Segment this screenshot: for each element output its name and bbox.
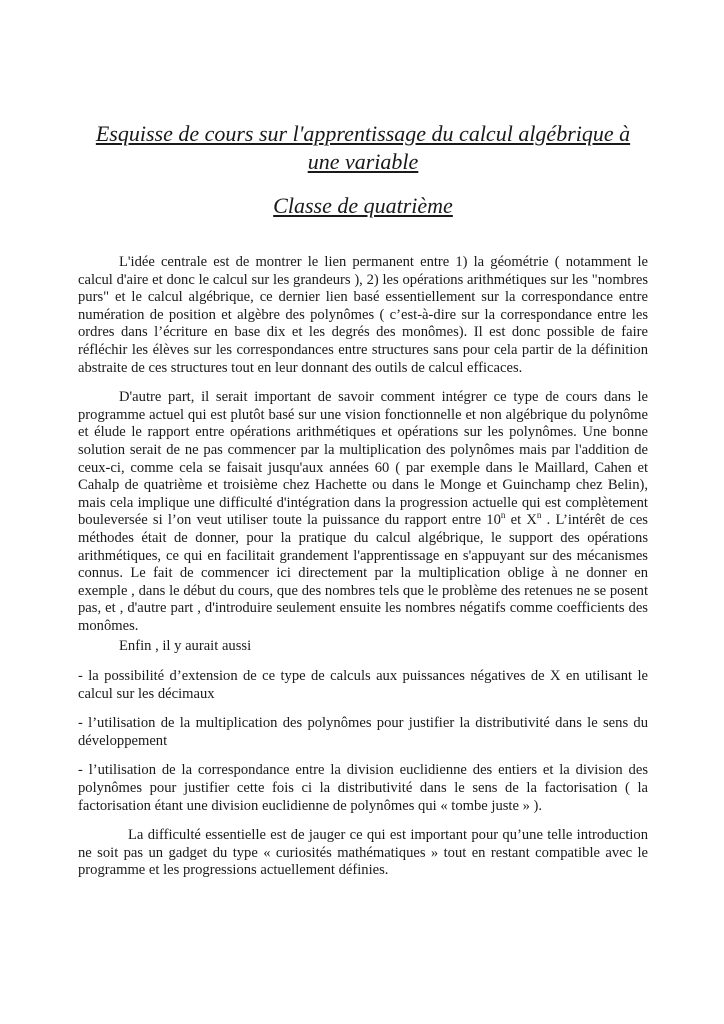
list-item-2: - l’utilisation de la multiplication des polynômes pour justifier la distributivité dans le sens du développement	[78, 715, 648, 749]
paragraph-2-mid: et X	[505, 512, 537, 529]
document-subtitle: Classe de quatrième	[273, 193, 453, 218]
paragraph-1: L'idée centrale est de montrer le lien permanent entre 1) la géométrie ( notamment le calcul d'aire et donc le calcul sur les grandeurs ), 2) les opérations arithmétiques sur les "nombres purs" et le calcul algébrique, ce dernier lien basé essentiellement sur la correspondance entre numération de position et algèbre des polynômes ( c’est-à-dire sur la correspondance entre les ordres dans l’écriture en base dix et les degrés des monômes). Il est donc possible de faire réfléchir les élèves sur les correspondances entre structures sans pour cela partir de la définition abstraite de ces structures tout en leur donnant des outils de calcul efficaces.	[78, 254, 648, 376]
document-title-line-1: Esquisse de cours sur l'apprentissage du calcul algébrique à	[95, 121, 631, 146]
paragraph-2	[78, 389, 648, 635]
paragraph-2-part-a: D'autre part, il serait important de savoir comment intégrer ce type de cours dans le programme actuel qui est plutôt basé sur une vision fonctionnelle et non algébrique du polynôme et élude le rapport entre opérations arithmétiques et opérations sur les polynômes. Une bonne solution serait de ne pas commencer par la multiplication des polynômes mais par l'addition de ceux-ci, comme cela se faisait jusqu'aux années 60 ( par exemple dans le Maillard, Cahen et Cahalp de quatrième et troisième chez Hachette ou dans le Monge et Guinchamp chez Belin), mais cela implique une difficulté d'intégration dans la progression actuelle qui est complètement bouleversée si l’on veut utiliser toute la puissance du rapport entre 10	[78, 389, 648, 529]
document-page	[78, 120, 648, 880]
exponent-n-2: n	[536, 510, 542, 521]
list-item-1: - la possibilité d’extension de ce type de calculs aux puissances négatives de X en utilisant le calcul sur les décimaux	[78, 668, 648, 702]
paragraph-3: Enfin , il y aurait aussi	[119, 638, 252, 655]
list-item-3: - l’utilisation de la correspondance entre la division euclidienne des entiers et la division des polynômes pour justifier cette fois ci la distributivité dans le sens de la factorisation ( la factorisation étant une division euclidienne de polynômes qui « tombe juste » ).	[78, 762, 648, 814]
paragraph-4: La difficulté essentielle est de jauger ce qui est important pour qu’une telle introduction ne soit pas un gadget du type « curiosités mathématiques » tout en restant compatible avec le programme et les progressions actuellement définies.	[78, 827, 648, 879]
document-title-line-2: une variable	[307, 149, 419, 174]
title-block	[78, 120, 648, 176]
exponent-n-1: n	[500, 510, 506, 521]
paragraph-2-part-b: . L’intérêt de ces méthodes était de donner, pour la pratique du calcul algébrique, le support des opérations arithmétiques, ce qui en facilitait grandement l'apprentissage en s'appuyant sur des mécanismes connus. Le fait de commencer ici directement par la multiplication oblige à ne donner en exemple , dans le début du cours, que des nombres tels que le problème des retenues ne se posent pas, et , d'autre part , d'introduire seulement ensuite les nombres négatifs comme coefficients des monômes.	[78, 512, 648, 634]
